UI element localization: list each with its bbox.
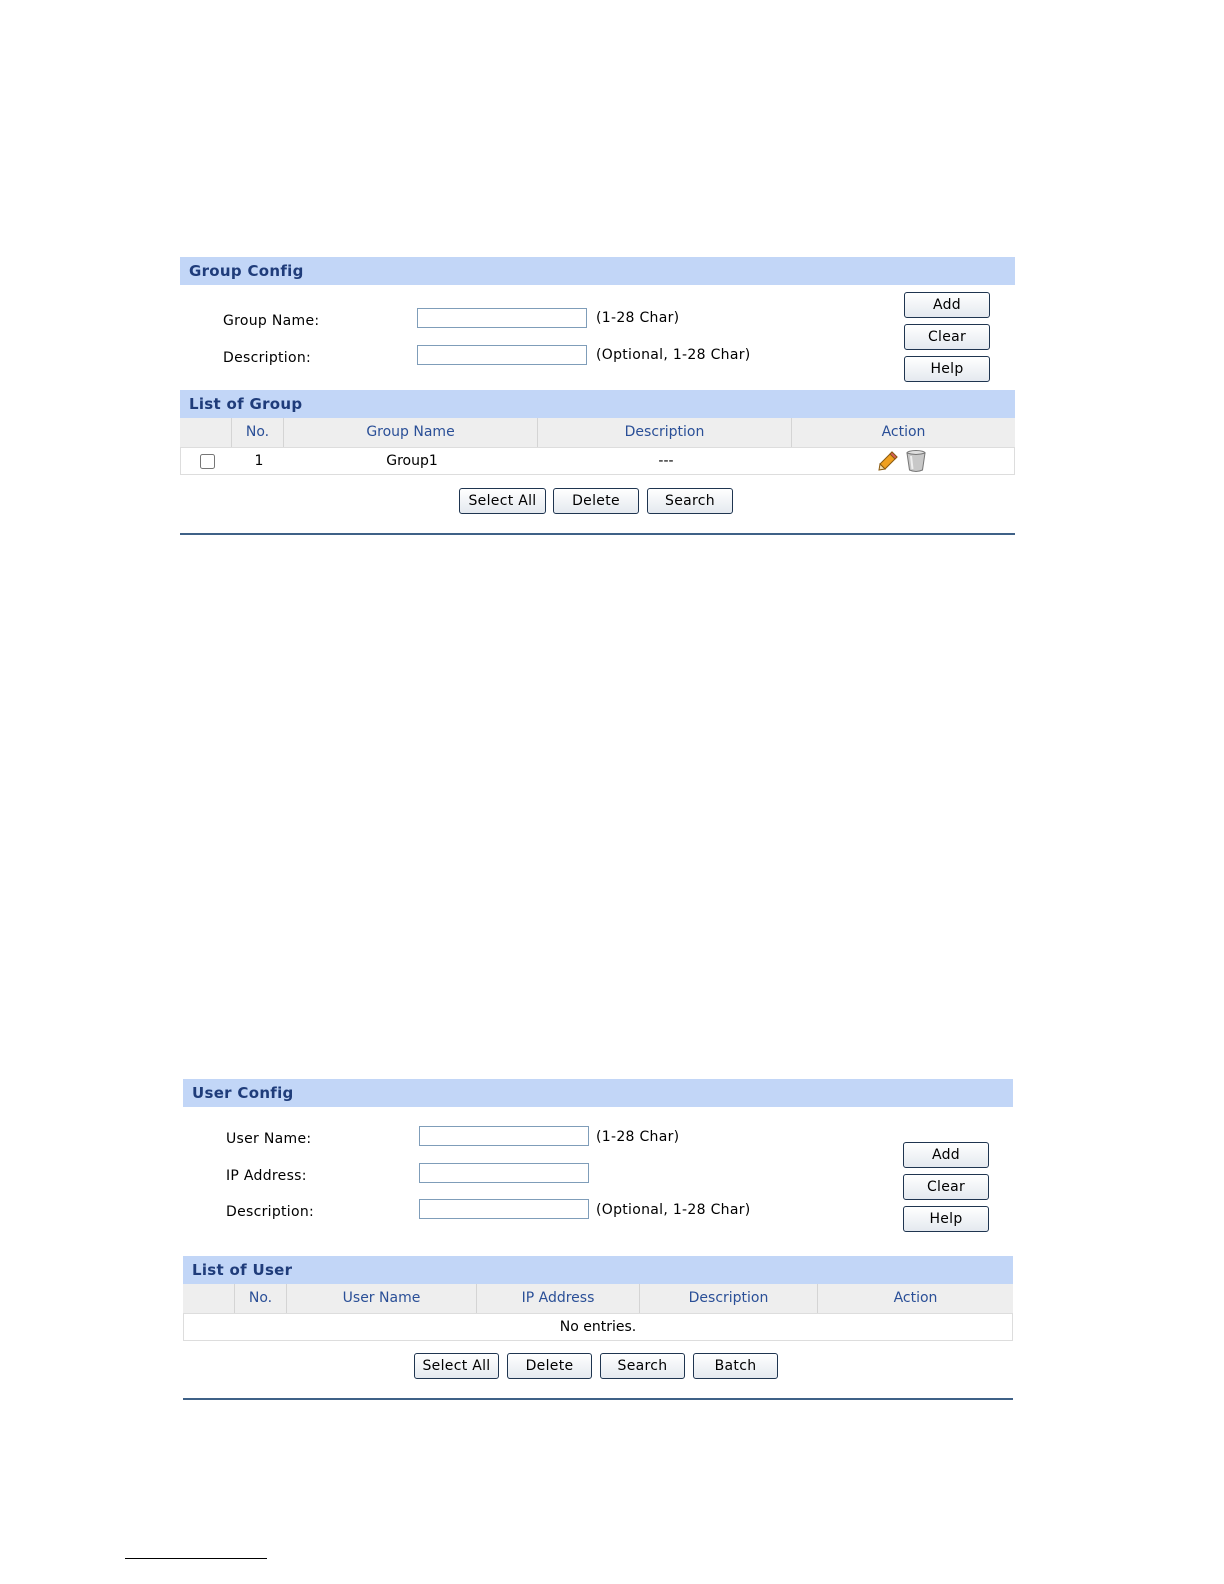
user-panel (183, 1079, 1013, 1403)
group-name-hint: (1-28 Char) (596, 310, 680, 326)
user-col-no: No. (235, 1284, 287, 1313)
group-col-action: Action (881, 424, 926, 440)
footnote-separator (125, 1558, 267, 1559)
user-search-button[interactable]: Search (600, 1353, 685, 1379)
user-delete-button[interactable]: Delete (507, 1353, 592, 1379)
group-table-header (180, 418, 1015, 447)
user-empty-row (183, 1313, 1013, 1341)
group-delete-button[interactable]: Delete (553, 488, 639, 514)
user-list-header: List of User (183, 1256, 1013, 1284)
user-help-button[interactable]: Help (903, 1206, 989, 1232)
user-col-action: Action (893, 1290, 938, 1306)
ip-address-label: IP Address: (226, 1168, 307, 1184)
group-list-header: List of Group (180, 390, 1015, 418)
user-table-header (183, 1284, 1013, 1313)
group-col-no: No. (232, 418, 284, 447)
trash-bin-icon[interactable] (905, 449, 927, 473)
pencil-edit-icon[interactable] (877, 450, 899, 472)
user-select-all-button[interactable]: Select All (414, 1353, 499, 1379)
user-add-button[interactable]: Add (903, 1142, 989, 1168)
user-config-header: User Config (183, 1079, 1013, 1107)
group-panel (180, 257, 1015, 537)
user-empty-message: No entries. (559, 1319, 637, 1335)
group-description-input[interactable] (417, 345, 587, 365)
group-help-button[interactable]: Help (904, 356, 990, 382)
group-col-select (180, 418, 232, 447)
user-description-hint: (Optional, 1-28 Char) (596, 1202, 751, 1218)
ip-address-input[interactable] (419, 1163, 589, 1183)
user-col-select (183, 1284, 235, 1313)
group-col-group-name: Group Name (284, 418, 538, 447)
user-name-label: User Name: (226, 1131, 312, 1147)
group-description-label: Description: (223, 350, 312, 366)
user-description-label: Description: (226, 1204, 315, 1220)
table-row (180, 447, 1015, 475)
user-col-description: Description (640, 1284, 818, 1313)
user-col-ip-address: IP Address (477, 1284, 640, 1313)
user-clear-button[interactable]: Clear (903, 1174, 989, 1200)
group-add-button[interactable]: Add (904, 292, 990, 318)
group-clear-button[interactable]: Clear (904, 324, 990, 350)
user-name-hint: (1-28 Char) (596, 1129, 680, 1145)
user-name-input[interactable] (419, 1126, 589, 1146)
user-col-user-name: User Name (287, 1284, 477, 1313)
group-row-checkbox[interactable] (200, 454, 215, 469)
group-search-button[interactable]: Search (647, 488, 733, 514)
group-panel-bottom-rule (180, 533, 1015, 535)
group-col-description: Description (538, 418, 792, 447)
user-panel-bottom-rule (183, 1398, 1013, 1400)
group-row-name: Group1 (386, 453, 438, 469)
group-select-all-button[interactable]: Select All (459, 488, 546, 514)
group-row-no: 1 (254, 453, 264, 469)
group-description-hint: (Optional, 1-28 Char) (596, 347, 751, 363)
user-batch-button[interactable]: Batch (693, 1353, 778, 1379)
group-config-header: Group Config (180, 257, 1015, 285)
user-description-input[interactable] (419, 1199, 589, 1219)
group-name-label: Group Name: (223, 313, 320, 329)
group-name-input[interactable] (417, 308, 587, 328)
group-row-description: --- (658, 453, 674, 469)
